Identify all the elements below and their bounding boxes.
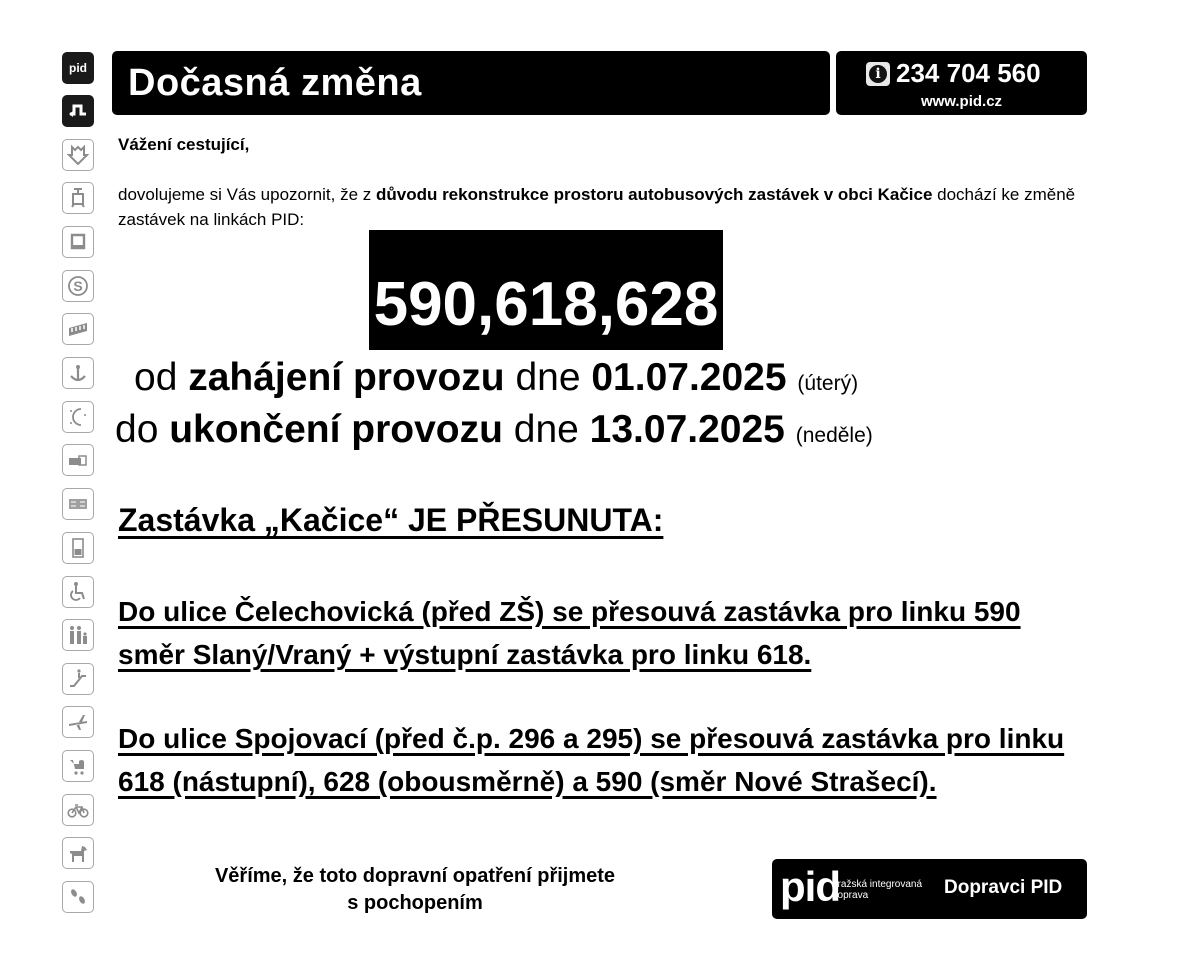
closing-line: Věříme, že toto dopravní opatření přijmete <box>214 865 616 887</box>
date-mid: dne <box>504 356 592 399</box>
wheelchair-glyph-icon <box>67 581 89 603</box>
pid-logo-icon: pid <box>62 52 94 84</box>
intro-part: dovolujeme si Vás upozornit, že z <box>118 185 376 204</box>
intro-part: dochází ke změně zastávek na linkách PID: <box>118 185 1076 229</box>
bus-icon <box>62 226 94 258</box>
info-phone-row <box>866 58 1041 89</box>
metro-icon <box>62 139 94 171</box>
ferry-icon <box>62 357 94 389</box>
bicycle-icon <box>62 794 94 826</box>
dog-glyph-icon <box>67 842 89 864</box>
info-icon: i <box>866 62 890 86</box>
family-icon <box>62 619 94 651</box>
svg-text:S: S <box>73 278 83 294</box>
bus-glyph-icon <box>67 231 89 253</box>
carriers-label: Dopravci PID <box>944 877 1063 898</box>
info-phone[interactable]: 234 704 560 <box>896 58 1041 88</box>
stop-moved-headline: Zastávka „Kačice“ JE PŘESUNUTA: <box>118 502 664 538</box>
relocation-paragraph-2: Do ulice Spojovací (před č.p. 296 a 295) se přesouvá zastávka pro linku 618 (nástupní), 628 (obousměrně) a 590 (směr Nové Strašecí). <box>118 723 1065 797</box>
stroller-icon <box>62 750 94 782</box>
greeting: Vážení cestující, <box>118 135 250 154</box>
escalator-icon <box>62 663 94 695</box>
pid-subtitle-line: pražská integrovaná <box>832 879 923 890</box>
date-mid: dne <box>502 408 590 451</box>
airport-icon <box>62 706 94 738</box>
tram-icon <box>62 182 94 214</box>
date-from <box>134 356 858 400</box>
info-box <box>836 51 1087 115</box>
pid-logo: pid <box>780 863 840 910</box>
tram-glyph-icon <box>67 187 89 209</box>
ticket-machine-icon <box>62 444 94 476</box>
relocation-paragraph-1: Do ulice Čelechovická (před ZŠ) se přesouvá zastávka pro linku 590 směr Slaný/Vraný + výstupní zastávka pro linku 618. <box>118 596 1021 670</box>
date-prefix: od <box>134 356 189 399</box>
date-weekday: (neděle) <box>795 424 873 447</box>
ticket-icon <box>62 488 94 520</box>
footer-pid-banner <box>772 859 1087 919</box>
intro-reason: důvodu rekonstrukce prostoru autobusových zastávek v obci Kačice <box>375 185 933 204</box>
night-icon <box>62 401 94 433</box>
affected-lines: 590,618,628 <box>369 230 723 350</box>
pid-subtitle-line: doprava <box>832 890 869 901</box>
pid-logo-subtitle <box>832 879 922 901</box>
info-web-link[interactable]: www.pid.cz <box>920 93 1003 110</box>
footprints-glyph-icon <box>67 886 89 908</box>
pedestrian-icon <box>62 881 94 913</box>
date-event: ukončení provozu <box>169 408 503 451</box>
mobile-app-icon <box>62 532 94 564</box>
metro-arrow-icon <box>67 144 89 166</box>
date-weekday: (úterý) <box>797 372 859 395</box>
bicycle-glyph-icon <box>67 799 89 821</box>
funicular-icon <box>62 313 94 345</box>
family-glyph-icon <box>67 624 89 646</box>
detour-icon <box>62 95 94 127</box>
s-train-glyph-icon <box>67 275 89 297</box>
airplane-glyph-icon <box>67 711 89 733</box>
closing-line: s pochopením <box>347 892 483 914</box>
dog-icon <box>62 837 94 869</box>
hand-ticket-glyph-icon <box>67 449 89 471</box>
date-to <box>115 408 873 452</box>
wheelchair-icon <box>62 576 94 608</box>
moon-glyph-icon <box>67 406 89 428</box>
suburban-rail-icon <box>62 270 94 302</box>
intro-text <box>118 182 1088 232</box>
phone-glyph-icon <box>67 537 89 559</box>
escalator-glyph-icon <box>67 668 89 690</box>
title-banner <box>112 51 830 115</box>
funicular-glyph-icon <box>67 318 89 340</box>
date-event: zahájení provozu <box>188 356 505 399</box>
anchor-glyph-icon <box>67 362 89 384</box>
date-prefix: do <box>115 408 170 451</box>
stroller-glyph-icon <box>67 755 89 777</box>
closing-message <box>150 863 680 917</box>
date-value: 13.07.2025 <box>589 408 785 451</box>
detour-glyph-icon <box>67 100 89 122</box>
ticket-glyph-icon <box>67 493 89 515</box>
page-title: Dočasná změna <box>128 62 422 104</box>
date-value: 01.07.2025 <box>591 356 787 399</box>
